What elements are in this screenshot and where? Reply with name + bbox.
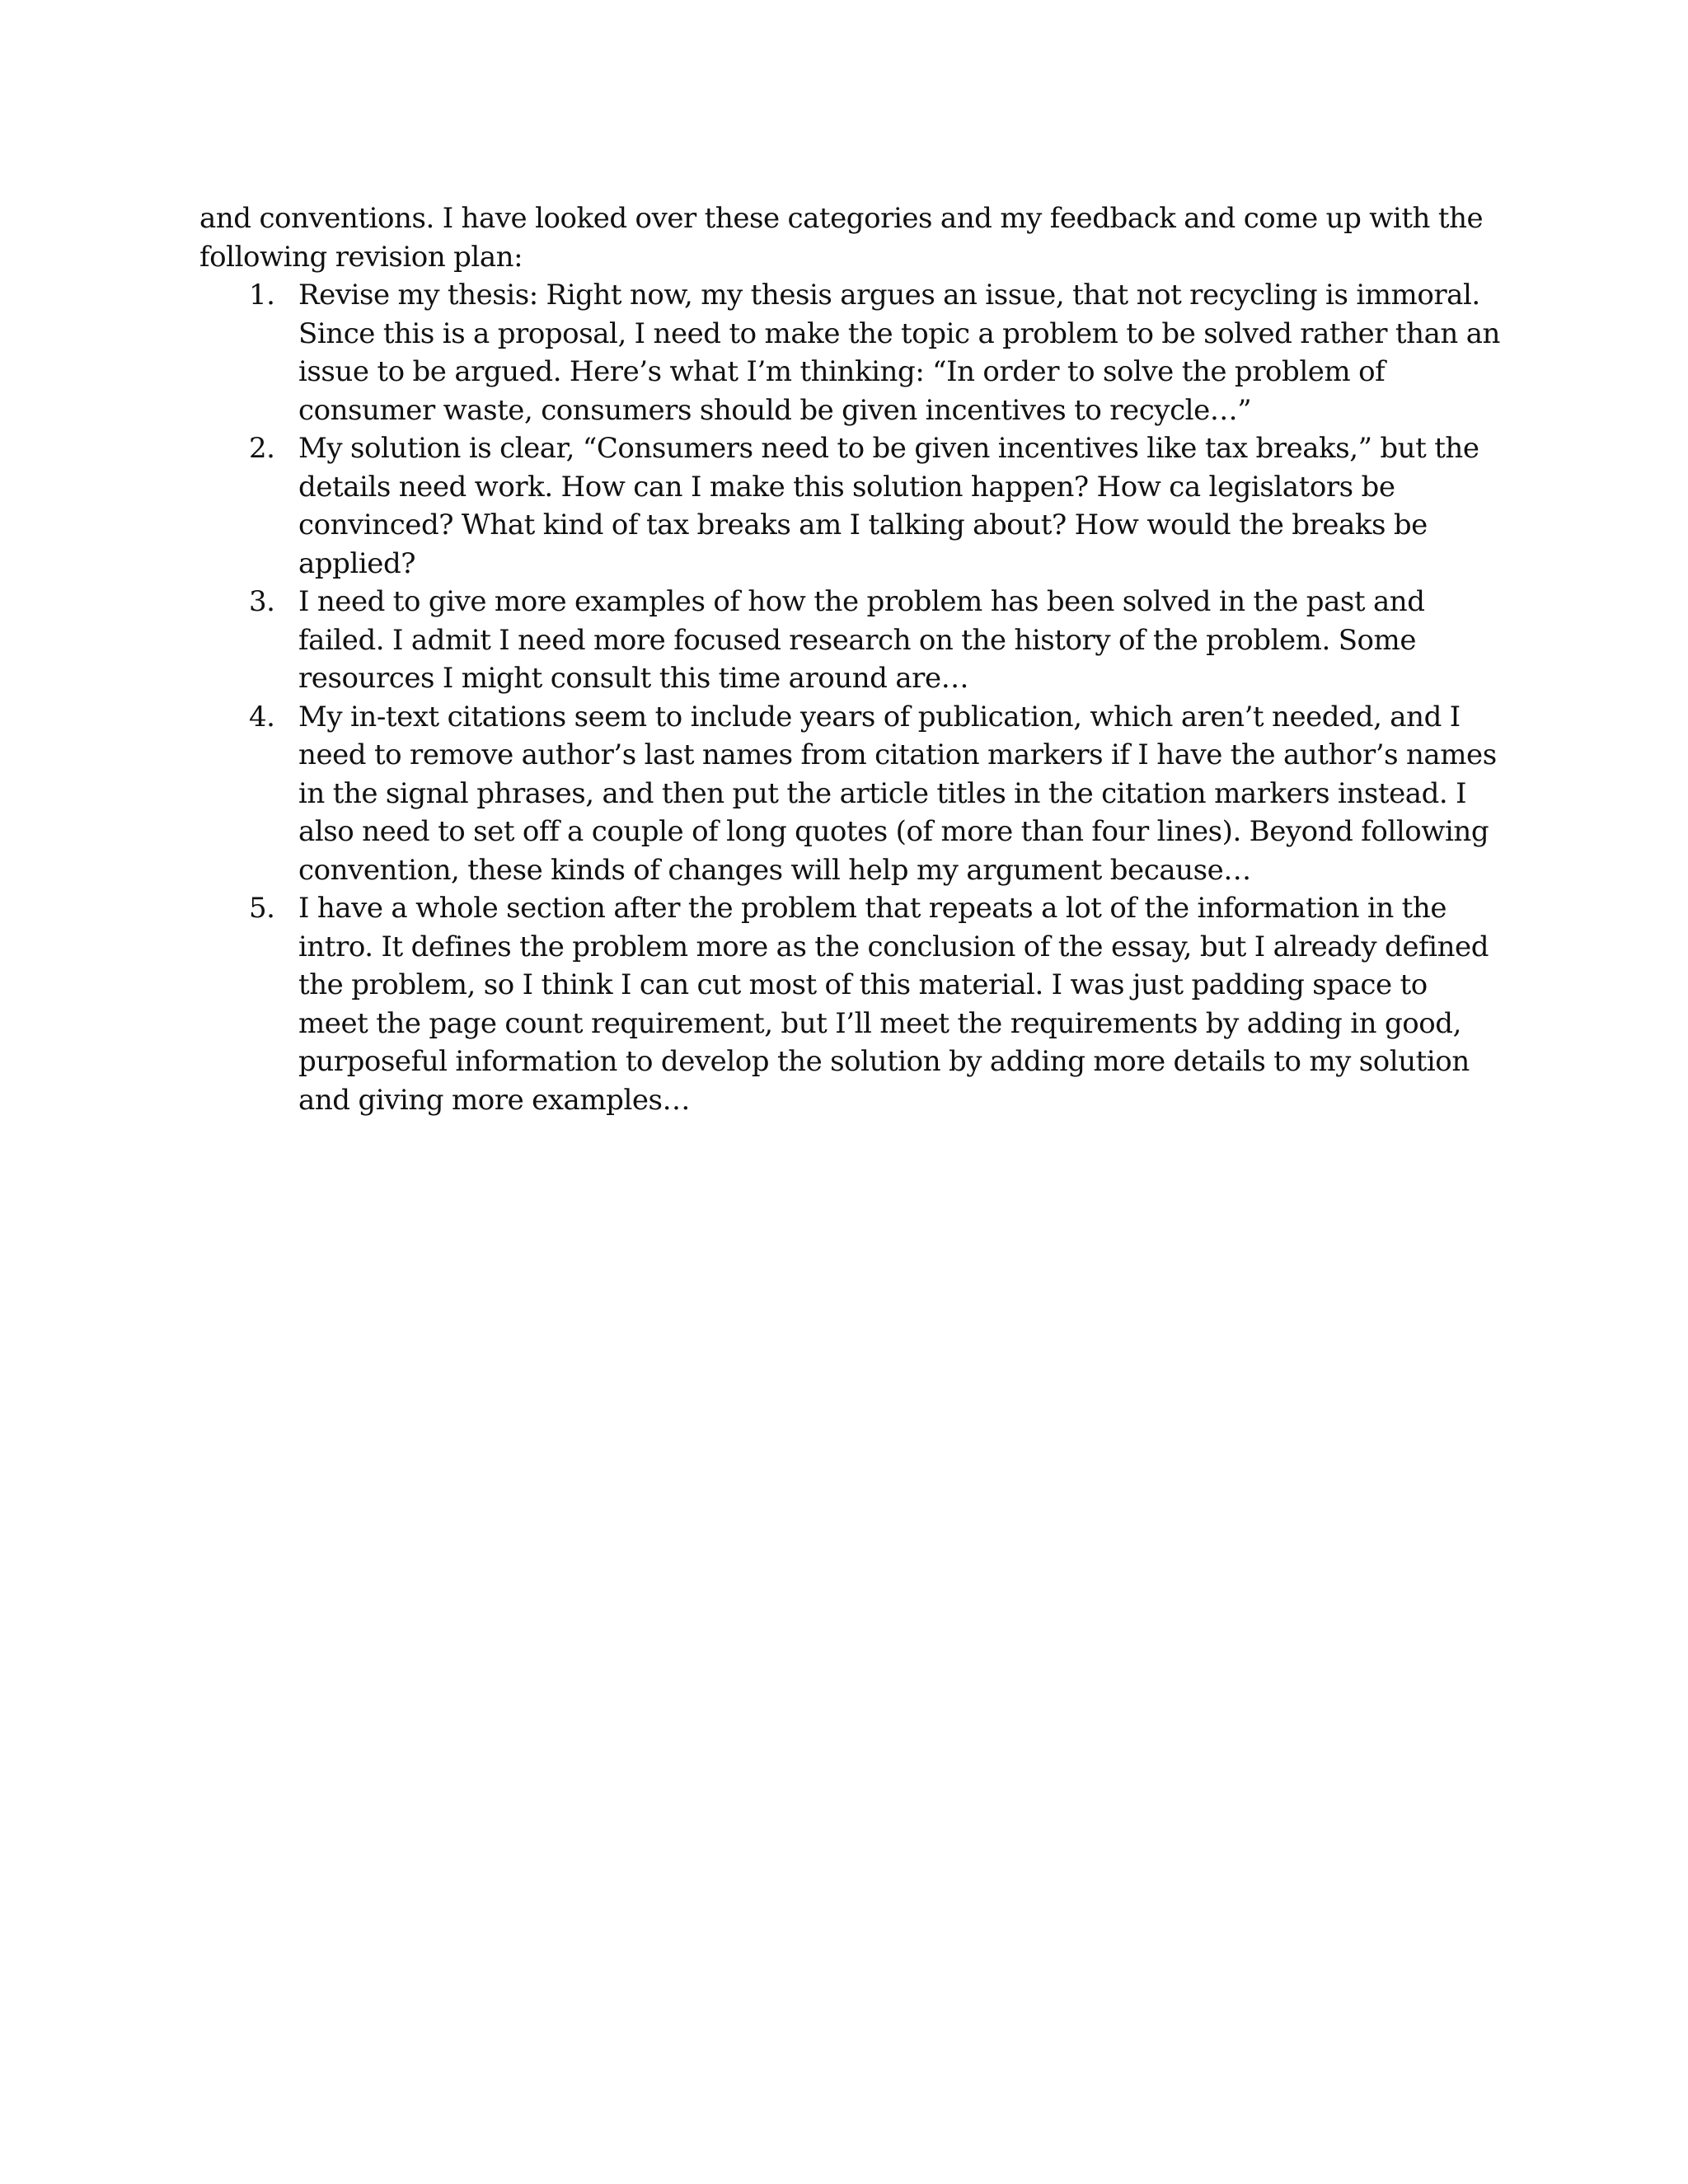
list-item-text: My solution is clear, “Consumers need to be given incentives like tax breaks,” but the details need work. How can I make this solution happen? How ca legislators be convinced? What kind of tax breaks am I talking about? How would the breaks be applied? bbox=[298, 432, 1479, 580]
list-item-number: 5. bbox=[249, 892, 275, 925]
revision-plan-list bbox=[199, 276, 1502, 1119]
document-body bbox=[199, 199, 1502, 1119]
list-item-number: 4. bbox=[249, 700, 275, 733]
list-item bbox=[199, 429, 1502, 583]
list-item-text: I need to give more examples of how the problem has been solved in the past and failed. I admit I need more focused research on the history of the problem. Some resources I might consult this time around are… bbox=[298, 585, 1425, 695]
list-item-text: Revise my thesis: Right now, my thesis argues an issue, that not recycling is immoral. Since this is a proposal, I need to make the topic a problem to be solved rather than an issue to be argued. Here’s what I’m thinking: “In order to solve the problem of consumer waste, consumers should be given incentives to recycle…” bbox=[298, 279, 1500, 427]
list-item-number: 3. bbox=[249, 585, 275, 618]
list-item-text: I have a whole section after the problem that repeats a lot of the information in the intro. It defines the problem more as the conclusion of the essay, but I already defined the problem, so I think I can cut most of this material. I was just padding space to meet the page count requirement, but I’ll meet the requirements by adding in good, purposeful information to develop the solution by adding more details to my solution and giving more examples… bbox=[298, 892, 1489, 1117]
list-item bbox=[199, 889, 1502, 1119]
list-item bbox=[199, 583, 1502, 698]
list-item bbox=[199, 698, 1502, 890]
list-item bbox=[199, 276, 1502, 429]
intro-paragraph: and conventions. I have looked over these categories and my feedback and come up with the following revision plan: bbox=[199, 202, 1484, 274]
list-item-number: 2. bbox=[249, 432, 275, 465]
list-item-number: 1. bbox=[249, 279, 275, 312]
list-item-text: My in-text citations seem to include years of publication, which aren’t needed, and I need to remove author’s last names from citation markers if I have the author’s names in the signal phrases, and then put the article titles in the citation markers instead. I also need to set off a couple of long quotes (of more than four lines). Beyond following convention, these kinds of changes will help my argument because… bbox=[298, 700, 1497, 887]
